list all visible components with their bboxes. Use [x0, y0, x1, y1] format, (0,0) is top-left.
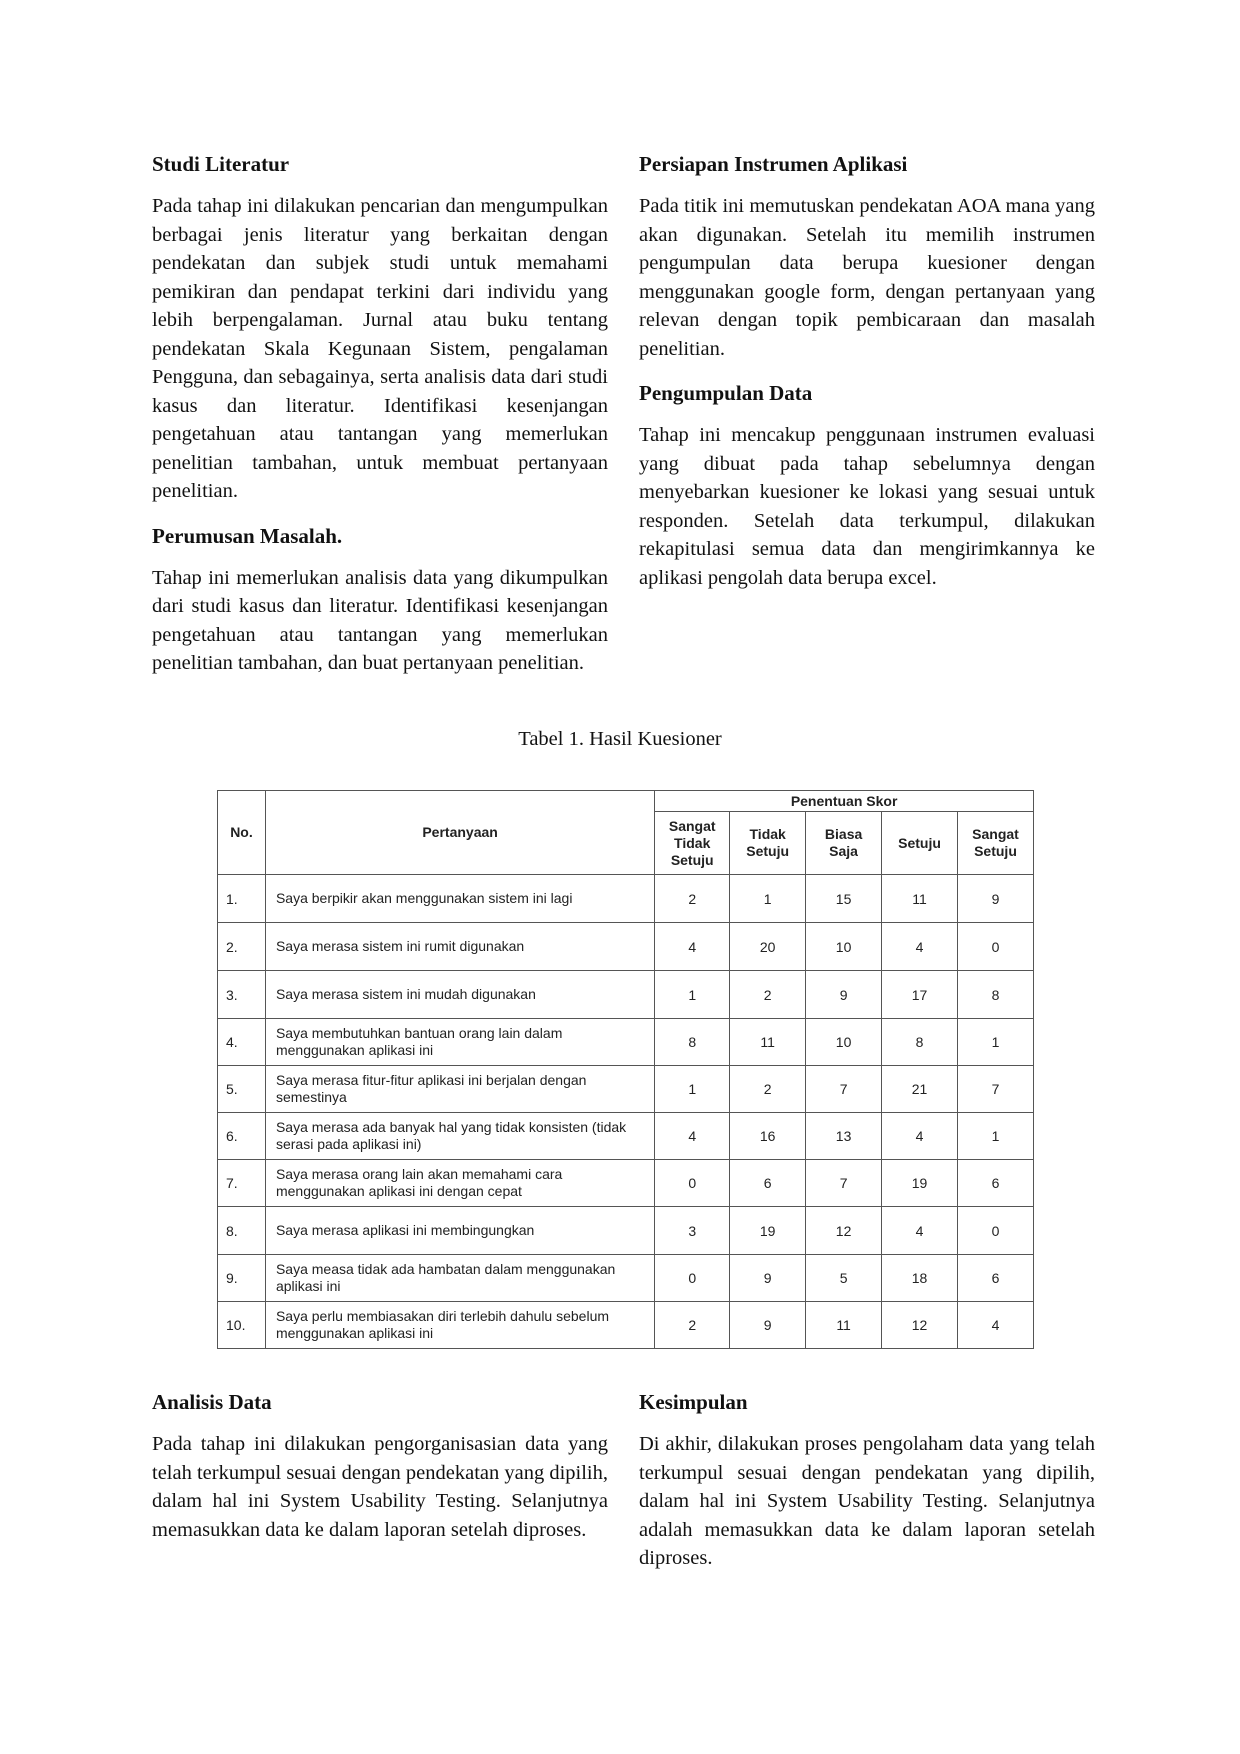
table-row [218, 971, 1034, 1019]
score-cell: 2 [730, 1066, 806, 1113]
score-cell: 4 [957, 1302, 1033, 1349]
row-question: Saya merasa sistem ini rumit digunakan [265, 923, 654, 971]
score-cell: 0 [957, 923, 1033, 971]
header-score: Biasa Saja [806, 812, 882, 875]
row-number: 5. [218, 1066, 266, 1113]
score-cell: 4 [655, 923, 730, 971]
row-question: Saya merasa fitur-fitur aplikasi ini berjalan dengan semestinya [265, 1066, 654, 1113]
score-cell: 10 [806, 1019, 882, 1066]
table-row [218, 1066, 1034, 1113]
score-cell: 1 [730, 875, 806, 923]
score-cell: 11 [882, 875, 958, 923]
score-cell: 6 [957, 1160, 1033, 1207]
header-question: Pertanyaan [265, 791, 654, 875]
score-cell: 1 [655, 971, 730, 1019]
row-number: 2. [218, 923, 266, 971]
score-cell: 1 [957, 1019, 1033, 1066]
table-row [218, 1207, 1034, 1255]
section-text-kesimpulan: Di akhir, dilakukan proses pengolaham data yang telah terkumpul sesuai dengan pendekatan yang dipilih, dalam hal ini System Usability Testing. Selanjutnya adalah memasukkan data ke dalam laporan setelah diproses. [639, 1433, 1095, 1569]
section-heading-kesimpulan: Kesimpulan [639, 1390, 748, 1414]
score-cell: 9 [730, 1302, 806, 1349]
score-cell: 4 [882, 923, 958, 971]
header-score: Tidak Setuju [730, 812, 806, 875]
table-row [218, 1160, 1034, 1207]
score-cell: 10 [806, 923, 882, 971]
score-cell: 1 [957, 1113, 1033, 1160]
score-cell: 7 [806, 1066, 882, 1113]
score-cell: 11 [730, 1019, 806, 1066]
row-number: 7. [218, 1160, 266, 1207]
score-cell: 9 [730, 1255, 806, 1302]
section-heading-analisis-data: Analisis Data [152, 1390, 272, 1414]
section-heading-persiapan-instrumen: Persiapan Instrumen Aplikasi [639, 152, 908, 176]
score-cell: 8 [882, 1019, 958, 1066]
score-cell: 0 [655, 1255, 730, 1302]
row-question: Saya merasa sistem ini mudah digunakan [265, 971, 654, 1019]
table-body [218, 875, 1034, 1349]
score-cell: 19 [730, 1207, 806, 1255]
table-row [218, 1302, 1034, 1349]
header-score-group: Penentuan Skor [655, 791, 1034, 812]
row-number: 1. [218, 875, 266, 923]
score-cell: 18 [882, 1255, 958, 1302]
score-cell: 0 [957, 1207, 1033, 1255]
right-column-bottom [639, 1388, 1095, 1589]
score-cell: 16 [730, 1113, 806, 1160]
score-cell: 1 [655, 1066, 730, 1113]
row-question: Saya measa tidak ada hambatan dalam menggunakan aplikasi ini [265, 1255, 654, 1302]
score-cell: 8 [957, 971, 1033, 1019]
row-question: Saya berpikir akan menggunakan sistem ini lagi [265, 875, 654, 923]
score-cell: 12 [806, 1207, 882, 1255]
section-text-pengumpulan-data: Tahap ini mencakup penggunaan instrumen evaluasi yang dibuat pada tahap sebelumnya dengan menyebarkan kuesioner ke lokasi yang sesuai untuk responden. Setelah data terkumpul, dilakukan rekapitulasi semua data dan mengirimkannya ke aplikasi pengolah data berupa excel. [639, 424, 1095, 589]
score-cell: 11 [806, 1302, 882, 1349]
section-heading-studi-literatur: Studi Literatur [152, 152, 290, 176]
table-caption: Tabel 1. Hasil Kuesioner [518, 728, 722, 750]
score-cell: 13 [806, 1113, 882, 1160]
score-cell: 9 [957, 875, 1033, 923]
row-question: Saya merasa aplikasi ini membingungkan [265, 1207, 654, 1255]
results-table [217, 790, 1034, 1349]
section-heading-perumusan-masalah: Perumusan Masalah. [152, 523, 343, 548]
row-question: Saya merasa orang lain akan memahami cara menggunakan aplikasi ini dengan cepat [265, 1160, 654, 1207]
section-heading-pengumpulan-data: Pengumpulan Data [639, 381, 813, 405]
header-no: No. [218, 791, 266, 875]
table-row [218, 1019, 1034, 1066]
score-cell: 19 [882, 1160, 958, 1207]
row-number: 8. [218, 1207, 266, 1255]
row-number: 3. [218, 971, 266, 1019]
header-score: Setuju [882, 812, 958, 875]
score-cell: 2 [655, 875, 730, 923]
score-cell: 4 [882, 1207, 958, 1255]
score-cell: 9 [806, 971, 882, 1019]
section-text-persiapan-instrumen: Pada titik ini memutuskan pendekatan AOA mana yang akan digunakan. Setelah itu memilih instrumen pengumpulan data berupa kuesioner dengan menggunakan google form, dengan pertanyaan yang relevan dengan topik pembicaraan dan masalah penelitian. [639, 195, 1095, 360]
row-number: 4. [218, 1019, 266, 1066]
score-cell: 5 [806, 1255, 882, 1302]
table-row [218, 1113, 1034, 1160]
right-column-top [639, 150, 1095, 608]
row-question: Saya merasa ada banyak hal yang tidak konsisten (tidak serasi pada aplikasi ini) [265, 1113, 654, 1160]
row-question: Saya perlu membiasakan diri terlebih dahulu sebelum menggunakan aplikasi ini [265, 1302, 654, 1349]
row-question: Saya membutuhkan bantuan orang lain dalam menggunakan aplikasi ini [265, 1019, 654, 1066]
section-text-analisis-data: Pada tahap ini dilakukan pengorganisasian data yang telah terkumpul sesuai dengan pendekatan yang dipilih, dalam hal ini System Usability Testing. Selanjutnya memasukkan data ke dalam laporan setelah diproses. [152, 1433, 608, 1541]
left-column-top [152, 150, 608, 694]
row-number: 6. [218, 1113, 266, 1160]
score-cell: 3 [655, 1207, 730, 1255]
score-cell: 15 [806, 875, 882, 923]
score-cell: 2 [730, 971, 806, 1019]
row-number: 9. [218, 1255, 266, 1302]
table-row [218, 923, 1034, 971]
score-cell: 7 [957, 1066, 1033, 1113]
score-cell: 6 [957, 1255, 1033, 1302]
table-row [218, 875, 1034, 923]
score-cell: 6 [730, 1160, 806, 1207]
score-cell: 12 [882, 1302, 958, 1349]
header-score: Sangat Setuju [957, 812, 1033, 875]
score-cell: 20 [730, 923, 806, 971]
left-column-bottom [152, 1388, 608, 1560]
header-score: Sangat Tidak Setuju [655, 812, 730, 875]
score-cell: 21 [882, 1066, 958, 1113]
score-cell: 4 [882, 1113, 958, 1160]
section-text-perumusan-masalah: Tahap ini memerlukan analisis data yang dikumpulkan dari studi kasus dan literatur. Identifikasi kesenjangan pengetahuan atau tantangan yang memerlukan penelitian tambahan, dan buat pertanyaan penelitian. [152, 566, 608, 674]
row-number: 10. [218, 1302, 266, 1349]
table-row [218, 1255, 1034, 1302]
score-cell: 0 [655, 1160, 730, 1207]
score-cell: 7 [806, 1160, 882, 1207]
score-cell: 2 [655, 1302, 730, 1349]
score-cell: 4 [655, 1113, 730, 1160]
score-cell: 17 [882, 971, 958, 1019]
score-cell: 8 [655, 1019, 730, 1066]
section-text-studi-literatur: Pada tahap ini dilakukan pencarian dan mengumpulkan berbagai jenis literatur yang berkaitan dengan pendekatan dan subjek studi untuk memahami pemikiran dan pendapat terkini dari individu yang lebih berpengalaman. Jurnal atau buku tentang pendekatan Skala Kegunaan Sistem, pengalaman Pengguna, dan sebagainya, serta analisis data dari studi kasus dan literatur. Identifikasi kesenjangan pengetahuan atau tantangan yang memerlukan penelitian tambahan, untuk membuat pertanyaan penelitian. [152, 195, 608, 502]
